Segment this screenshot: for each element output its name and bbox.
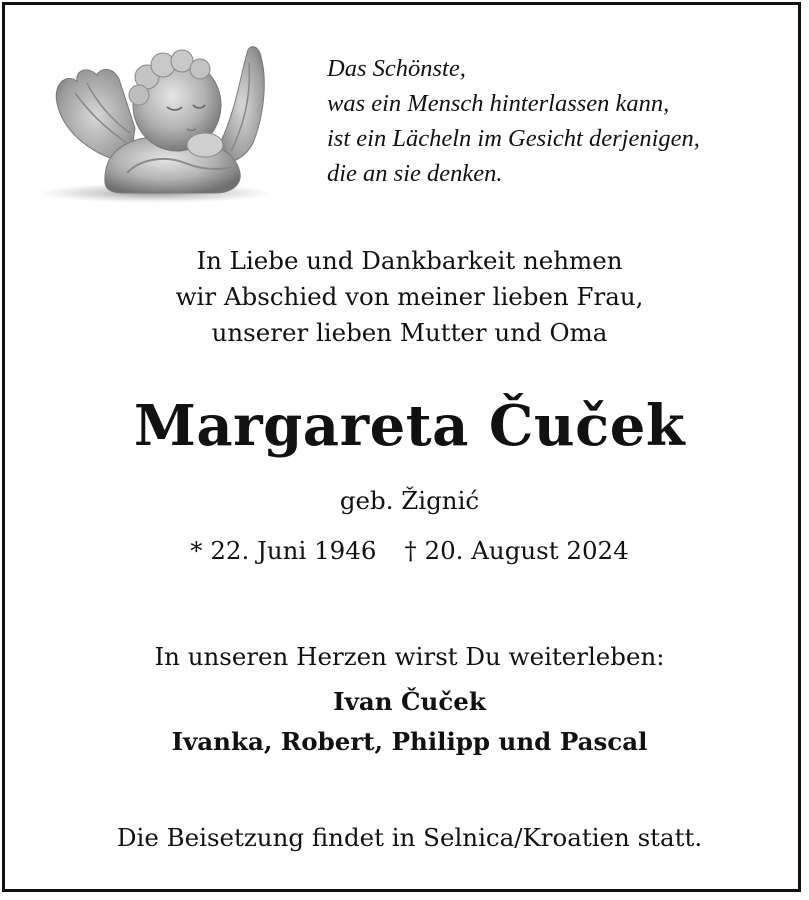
mourners-list [5, 682, 809, 762]
angel-figurine-icon [35, 33, 280, 208]
life-dates [5, 533, 809, 569]
intro-line: unserer lieben Mutter und Oma [211, 318, 608, 347]
quote-line: was ein Mensch hinterlassen kann, [327, 90, 670, 117]
quote-line: die an sie denken. [327, 160, 503, 187]
intro-line: wir Abschied von meiner lieben Frau, [175, 282, 644, 311]
quote-line: Das Schönste, [327, 55, 466, 82]
death-date: † 20. August 2024 [404, 536, 629, 565]
quote-line: ist ein Lächeln im Gesicht derjenigen, [327, 125, 700, 152]
birth-date: * 22. Juni 1946 [190, 536, 377, 565]
remembrance-line: In unseren Herzen wirst Du weiterleben: [154, 642, 665, 671]
obituary-frame [2, 2, 801, 892]
maiden-name: geb. Žignić [339, 486, 480, 515]
intro-line: In Liebe und Dankbarkeit nehmen [196, 246, 623, 275]
mourner-line: Ivan Čuček [333, 687, 486, 716]
farewell-intro [5, 243, 809, 351]
memorial-quote [327, 51, 787, 191]
funeral-note: Die Beisetzung findet in Selnica/Kroatien statt. [116, 823, 703, 852]
deceased-name: Margareta Čuček [133, 393, 686, 459]
mourner-line: Ivanka, Robert, Philipp und Pascal [171, 727, 648, 756]
